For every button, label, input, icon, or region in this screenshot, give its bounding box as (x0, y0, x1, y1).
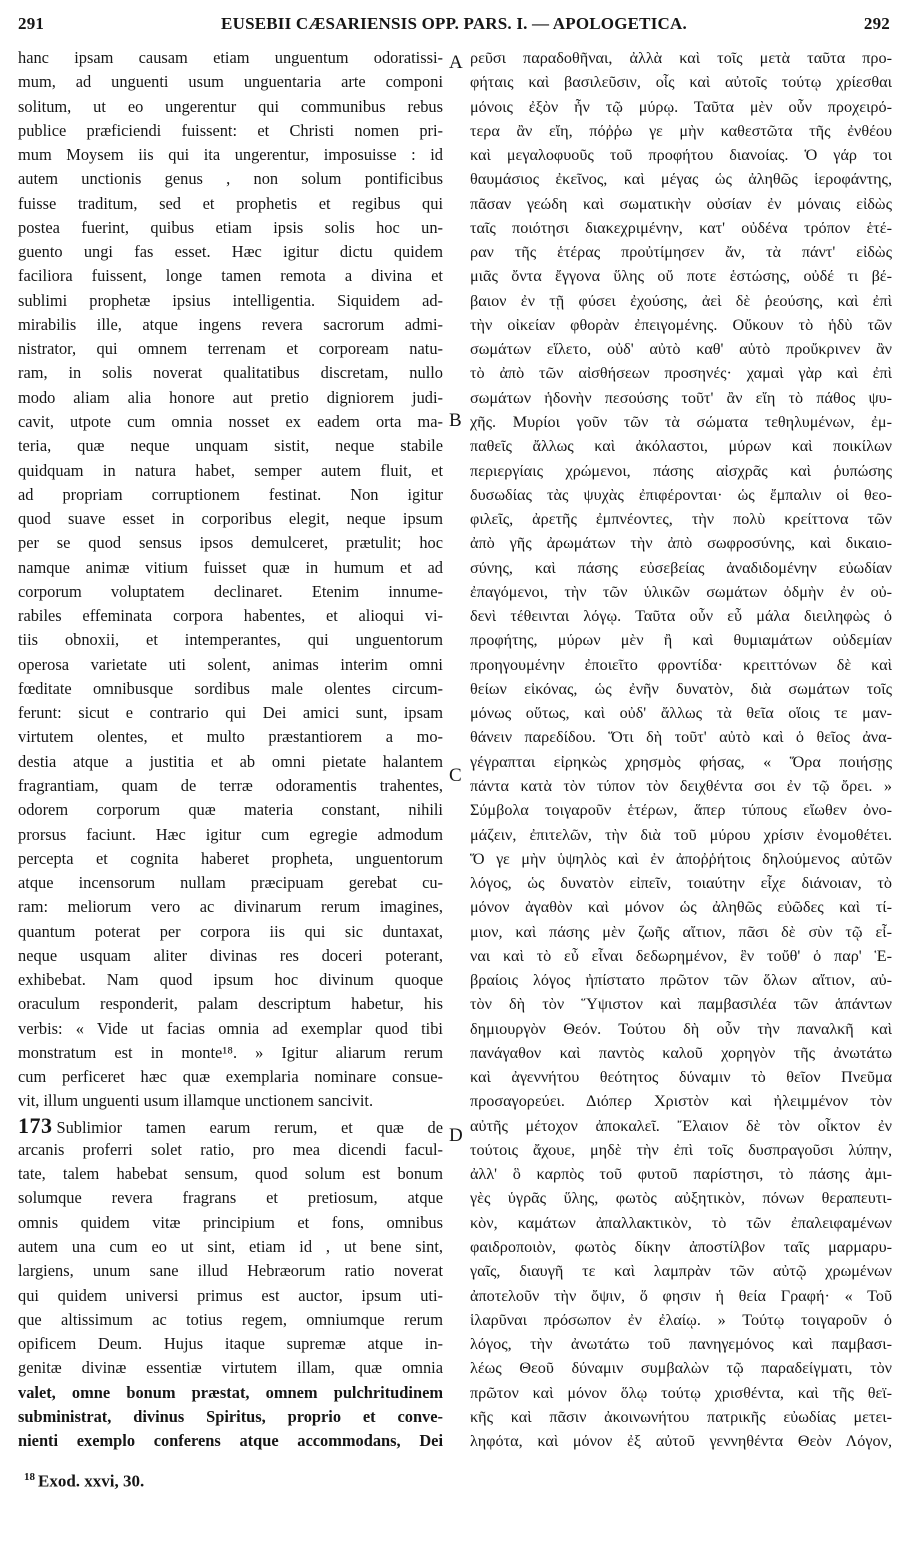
greek-line: βαιον ἐν τῇ φύσει ἐχούσης, ἀεὶ δὲ ῥεούσης, καὶ ἐπὶ (470, 291, 892, 310)
greek-line: τούτοις ἄχουε, μηδὲ τὴν ἐπὶ τοῖς δυσπραγοῦσι λύπην, (470, 1140, 892, 1159)
greek-line: σωμάτων ἡδονὴν πεσούσης τοῦτ' ἂν εἴη τὸ πάθος ψυ- (470, 388, 892, 407)
latin-line: mirabilis ille, atque ingens revera sacrorum admi- (18, 314, 443, 334)
greek-line: φαιδροποιὸν, φωτὸς δίκην ἀποστίλβον ταῖς μαρμαρυ- (470, 1238, 892, 1257)
greek-line: κὸν, καμάτων ἀπαλλακτικὸν, τὸ τῶν ἐπαλειφαμένων (470, 1213, 892, 1232)
greek-line: σύνης, καὶ πάσης εὐσεβείας ἀναδιδομένην εὐωδίαν (470, 558, 892, 577)
greek-line: μόνως οὕτως, καὶ οὐδ' ἄλλως τὰ θεῖα οἵοις τε μαν- (470, 704, 892, 723)
greek-line: προσαγορεύει. Διόπερ Χριστὸν καὶ ἠλειμμένον τὸν (470, 1092, 892, 1111)
greek-line: ρεῦσι παραδοθῆναι, ἀλλὰ καὶ τοῖς μετὰ ταῦτα προ- (470, 49, 892, 67)
greek-line: φιλεῖς, ἀρετῆς ἐμπνέοντες, τὴν πολὺ κρείττονα τῶν (470, 510, 892, 529)
greek-line: προφήτης, μύρων μὲν ἢ καὶ θυμιαμάτων οὐδεμίαν (470, 631, 892, 650)
latin-column (18, 46, 443, 1453)
latin-line: destia atque a justitia et ab omni pietate halantem (18, 751, 443, 771)
margin-marker-d: D (449, 1125, 463, 1146)
latin-line: ram: meliorum vero ac divinarum rerum imagines, (18, 897, 443, 917)
greek-line: Ὅ γε μὴν ὑψηλὸς καὶ ἐν ἀποῤῥήτοις δηλούμενος αὐτῶν (470, 849, 892, 868)
latin-line: cavit, utpote cum omnia nosset ex eadem orta ma- (18, 411, 443, 431)
latin-line: solitum, ut eo ungerentur qui communibus rebus (18, 96, 443, 116)
greek-line: καὶ μεγαλοφυοῦς τοῦ προφήτου διανοίας. Ὁ γάρ τοι (470, 146, 892, 165)
latin-line: solumque revera fragrans et pretiosum, atque (18, 1188, 443, 1208)
latin-line: que altissimum ac totius regem, omniumque rerum (18, 1309, 443, 1329)
greek-line: λέως Θεοῦ δύναμιν συμβαλὼν τῷ παραδείγματι, τὸν (470, 1359, 892, 1378)
latin-line: mum Moysem iis qui ita ungerentur, imposuisse : id (18, 145, 443, 165)
latin-line: virtutem olentes, et multo præstantiorem a mo- (18, 727, 443, 747)
greek-line: περιεργίαις χρώμενοι, πάσης αἰσχρᾶς καὶ ῥυπώσης (470, 461, 892, 480)
latin-line: exhibebat. Nam quod ipsum hoc divinum quoque (18, 970, 443, 990)
greek-line: δημιουργὸν Θεόν. Τούτου δὴ οὖν τὴν παναλκῆ καὶ (470, 1019, 892, 1038)
greek-line: τὴν οἰκείαν φθορὰν ἐπειγομένης. Οὔκουν τὸ ἡδὺ τῶν (470, 315, 892, 334)
footnote-mark: 18 (24, 1471, 35, 1483)
latin-line: corporum voluptatem declinaret. Etenim innume- (18, 581, 443, 601)
greek-line: μόνον ἀγαθὸν καὶ μόνον ὡς ἀληθῶς εὐῶδες καὶ τί- (470, 898, 892, 917)
latin-line: nienti exemplo conferens atque accommodans, Dei (18, 1431, 443, 1451)
greek-line: ἐπαγόμενοι, τὴν τῶν ὑλικῶν σωμάτων ὀδμὴν ἐν οὐ- (470, 582, 892, 601)
greek-line: πάντα κατὰ τὸν τύπον τὸν δειχθέντα σοι ἐν τῷ ὄρει. » (470, 776, 892, 795)
greek-line: σωμάτων εἵλετο, οὐδ' αὐτὸ καθ' αὑτὸ προὔκρινεν ἂν (470, 340, 892, 359)
latin-line: prorsus faciunt. Hæc igitur cum egregie admodum (18, 824, 443, 844)
latin-line: autem una cum eo ut sint, etiam id , ut bene sint, (18, 1237, 443, 1257)
greek-line: μιᾶς ὄντα ἔγγονα ὕλης οὔ ποτε ἑστώσης, οὐδέ τι βέ- (470, 267, 892, 286)
greek-line: ναι καὶ τὸ εὖ εἶναι δεδωρημένον, ἓν τοὔθ' ὁ παρ' Ἑ- (470, 946, 892, 965)
greek-line: κῆς καὶ πᾶσιν ἀκοινωνήτου πατρικῆς εὐωδίας μετει- (470, 1407, 892, 1426)
greek-line: ταῖς ποιότησι διακεχριμένην, κατ' οὐδένα τρόπον ἑτέ- (470, 218, 892, 237)
latin-line: modo aliam alia honore aut pretio digniorem judi- (18, 387, 443, 407)
greek-line: ραν τῆς ἑτέρας προὐτίμησεν ἄν, τὰ πάντ' εἰδὼς (470, 243, 892, 262)
latin-line: arcanis proferri solet ratio, pro mea dicendi facul- (18, 1139, 443, 1159)
greek-line: προηγουμένην ἐποιεῖτο φροντίδα· κρειττόνων δὲ καὶ (470, 655, 892, 674)
latin-line: oraculum responderit, palam descriptum habetur, his (18, 994, 443, 1014)
greek-line: φήταις καὶ βασιλεῦσιν, οἷς καὶ αὐτοῖς τούτῳ χρίεσθαι (470, 73, 892, 92)
greek-line: πανάγαθον καὶ παντὸς καλοῦ χορηγὸν τῆς ἀνωτάτω (470, 1043, 892, 1062)
greek-line: λόγος, τὴν ἀνωτάτω τοῦ πανηγεμόνος καὶ παμβασι- (470, 1335, 892, 1354)
greek-line: πρῶτον καὶ μόνον ὅλῳ τούτῳ χρισθέντα, καὶ τῆς θεϊ- (470, 1383, 892, 1402)
latin-line: hanc ipsam causam etiam unguentum odoratissi- (18, 48, 443, 67)
greek-line: ἱλαρῦναι πρόσωπον ἐν ἐλαίῳ. » Τούτῳ τοιγαροῦν ὁ (470, 1310, 892, 1329)
footnote-text: Exod. xxvi, 30. (38, 1471, 145, 1491)
latin-line: valet, omne bonum præstat, omnem pulchritudinem (18, 1382, 443, 1402)
latin-line: ad propriam corruptionem festinat. Non igitur (18, 484, 443, 504)
latin-line: qui quidem universi primus est auctor, ipsum uti- (18, 1285, 443, 1305)
latin-line: teria, quæ neque unquam sistit, neque stabile (18, 436, 443, 456)
greek-line: τὸ ἀπὸ τῶν αἰσθήσεων προσηνές· χαμαὶ γὰρ καὶ ἐπὶ (470, 364, 892, 383)
margin-marker-c: C (449, 765, 462, 786)
latin-line: per se quod sensus ipsos demulceret, prætulit; hoc (18, 533, 443, 553)
page-number-left: 291 (18, 14, 45, 33)
latin-line: fœditate omnibusque sordibus male olentes circum- (18, 678, 443, 698)
latin-line: largiens, unum sane illud Hebræorum ratio noverat (18, 1261, 443, 1281)
greek-line: καὶ ἀγεννήτου θεότητος δύναμιν τὸ θεῖον Πνεῦμα (470, 1068, 892, 1087)
latin-line: odorem corporum quæ materia constant, nihili (18, 800, 443, 820)
latin-line: ferunt: sicut e contrario qui Dei amici sunt, ipsam (18, 703, 443, 723)
greek-line: δυσωδίας τὰς ψυχὰς ἐπιφέρονται· ὡς ἔμπαλιν οἱ θεο- (470, 485, 892, 504)
latin-line: tiis obnoxii, et intemperantes, qui unguentorum (18, 630, 443, 650)
latin-line: mum, ad unguenti usum unguentaria arte componi (18, 72, 443, 92)
latin-line: monstratum est in monte¹⁸. » Igitur aliarum rerum (18, 1042, 443, 1062)
greek-line: ἀλλ' ὃ καρπὸς τοῦ φυτοῦ παρίστησι, τὸ πάσης ἀμι- (470, 1165, 892, 1184)
greek-line: Σύμβολα τοιγαροῦν ἑτέρων, ἅπερ τύπους εἴωθεν ὀνο- (470, 801, 892, 820)
greek-line: βραίοις λόγος ἠπίστατο πρῶτον τῶν ὅλων αἴτιον, αὐ- (470, 971, 892, 990)
latin-line: tate, talem habebat sensum, quod solum est bonum (18, 1164, 443, 1184)
chapter-first-line-text: Sublimior tamen earum rerum, et quæ de (56, 1117, 443, 1137)
footnote (24, 1471, 144, 1492)
greek-line: γέγραπται εἰρηκὼς χρησμὸς φήσας, « Ὅρα ποιήσῃς (470, 752, 892, 771)
greek-line: θαυμάσιος ἐκεῖνος, καὶ μέγας ὡς ἀληθῶς ἱεροφάντης, (470, 170, 892, 189)
chapter-number: 173 (18, 1113, 53, 1138)
latin-line: verbis: « Vide ut facias omnia ad exemplar quod tibi (18, 1018, 443, 1038)
latin-line: neque usquam aliter divinas res doceri poterant, (18, 945, 443, 965)
latin-line: omnis quidem vitæ principium et fons, omnibus (18, 1212, 443, 1232)
latin-line: vit, illum unguenti usum illamque unctionem sancivit. (18, 1091, 374, 1111)
latin-line: fuisse traditum, sed et prophetis et regibus qui (18, 193, 443, 213)
latin-line: ram, in solis noverat qualitatibus discretam, nullo (18, 363, 443, 383)
greek-line: θάνειν παρεδίδου. Ὅτι δὴ τοῦτ' αὐτὸ καὶ ὁ θεῖος ἀνα- (470, 728, 892, 747)
greek-line: χῆς. Μυρίοι γοῦν τῶν τὰ σώματα τεθηλυμένων, ἐμ- (470, 412, 892, 431)
greek-line: μιον, καὶ πάσης μὲν ζωῆς αἴτιον, πᾶσι δὲ σὺν τῷ εἶ- (470, 922, 892, 941)
greek-line: μόνοις ἐξὸν ἦν τῷ μύρῳ. Ταῦτα μὲν οὖν προχειρό- (470, 97, 892, 116)
latin-line: quantum poterat per corpora iis qui sic duntaxat, (18, 921, 443, 941)
latin-line: fragrantiam, quam de terræ odoramentis trahentes, (18, 775, 443, 795)
latin-line: operosa varietate uti solent, animas interim omni (18, 654, 443, 674)
greek-line: γὲς ὑγρᾶς ὕλης, φωτὸς αὐξητικὸν, πόνων θεραπευτι- (470, 1189, 892, 1208)
greek-line: μάζειν, ἐπιτελῶν, τὴν διὰ τοῦ μύρου χρίσιν ἐνομοθέτει. (470, 825, 892, 844)
latin-line: nistrator, qui omnem terrenam et corpoream natu- (18, 339, 443, 359)
latin-line: opificem Deum. Hujus itaque supremæ atque in- (18, 1334, 443, 1354)
latin-line: quod suave esset in corporibus elegit, neque ipsum (18, 509, 443, 529)
page-number-right: 292 (863, 14, 890, 33)
greek-line: τερα ἂν εἴη, πόῤῥω γε μὴν καθεστῶτα τῆς ἐνθέου (470, 121, 892, 140)
greek-line: θείων εἰκόνας, ὡς ἐνῆν δυνατὸν, διὰ σωμάτων τοῖς (470, 679, 892, 698)
greek-line: αὐτῆς μέτοχον ἀποκαλεῖ. Ἔλαιον δὲ τὸν οἶκτον ἐν (470, 1116, 892, 1135)
latin-line: faciliora fuissent, longe tamen remota a divina et (18, 266, 443, 286)
latin-line: sublimi prophetæ ipsius intelligentia. Siquidem ad- (18, 290, 443, 310)
latin-line: quidquam in natura habet, semper autem fluit, et (18, 460, 443, 480)
latin-line: namque animæ vitium fuisset quæ in humum et ad (18, 557, 443, 577)
greek-line: πᾶσαν γεώδη καὶ σωματικὴν οὐσίαν ἐν μόναις εἰδὼς (470, 194, 892, 213)
margin-marker-a: A (449, 52, 463, 73)
running-header (18, 14, 890, 38)
greek-line: τὸν δὴ τὸν Ὕψιστον καὶ παμβασιλέα τῶν ἁπάντων (470, 995, 892, 1014)
latin-line: guento ungi fas esset. Hæc igitur dictu quidem (18, 242, 443, 262)
greek-line: ληφότα, καὶ μόνον ἐξ αὐτοῦ γεννηθέντα Θεὸν Λόγον, (470, 1432, 892, 1451)
latin-line: autem unctionis genus , non solum pontificibus (18, 169, 443, 189)
margin-marker-b: B (449, 410, 462, 431)
latin-line: genitæ divinæ essentiæ virtutem illam, quæ omnia (18, 1358, 443, 1378)
greek-line: ἀποτελοῦν τὴν ὄψιν, ὅ φησιν ἡ θεία Γραφή· « Τοῦ (470, 1286, 892, 1305)
greek-line: ἀπὸ γῆς ἀρωμάτων τὴν ἀπὸ σωφροσύνης, καὶ δικαιο- (470, 534, 892, 553)
latin-line: postea fuerint, quibus etiam ipsis solis hoc un- (18, 217, 443, 237)
latin-line: subministrat, divinus Spiritus, proprio et conve- (18, 1406, 443, 1426)
latin-line: percepta et cognita haberet propheta, unguentorum (18, 848, 443, 868)
greek-line: γαῖς, διαυγῆ τε καὶ λαμπρὰν τῶν αὐτῷ χρωμένων (470, 1262, 892, 1281)
greek-line: δενὶ τέθεινται λόγῳ. Ταῦτα οὖν εὖ μάλα διειληφὼς ὁ (470, 607, 892, 626)
latin-line: rabiles effeminata corpora habentes, et alioqui vi- (18, 606, 443, 626)
greek-column (470, 46, 892, 1453)
greek-line: λόγος, ὡς δυνατὸν εἰπεῖν, τοιαύτην εἶχε διάνοιαν, τὸ (470, 874, 892, 893)
latin-line: publice præficiendi fuissent: et Christi nomen pri- (18, 120, 443, 140)
greek-line: παθεῖς ἄλλως καὶ ἀκόλαστοι, μύρων καὶ ποικίλων (470, 437, 892, 456)
latin-line: cum perficeret hæc quæ exemplaria nominare consue- (18, 1067, 443, 1087)
running-title: EUSEBII CÆSARIENSIS OPP. PARS. I. — APOLOGETICA. (221, 14, 687, 33)
latin-line: atque incensorum nullam præcipuam gerebat cu- (18, 873, 443, 893)
chapter-start-line (18, 1114, 443, 1138)
